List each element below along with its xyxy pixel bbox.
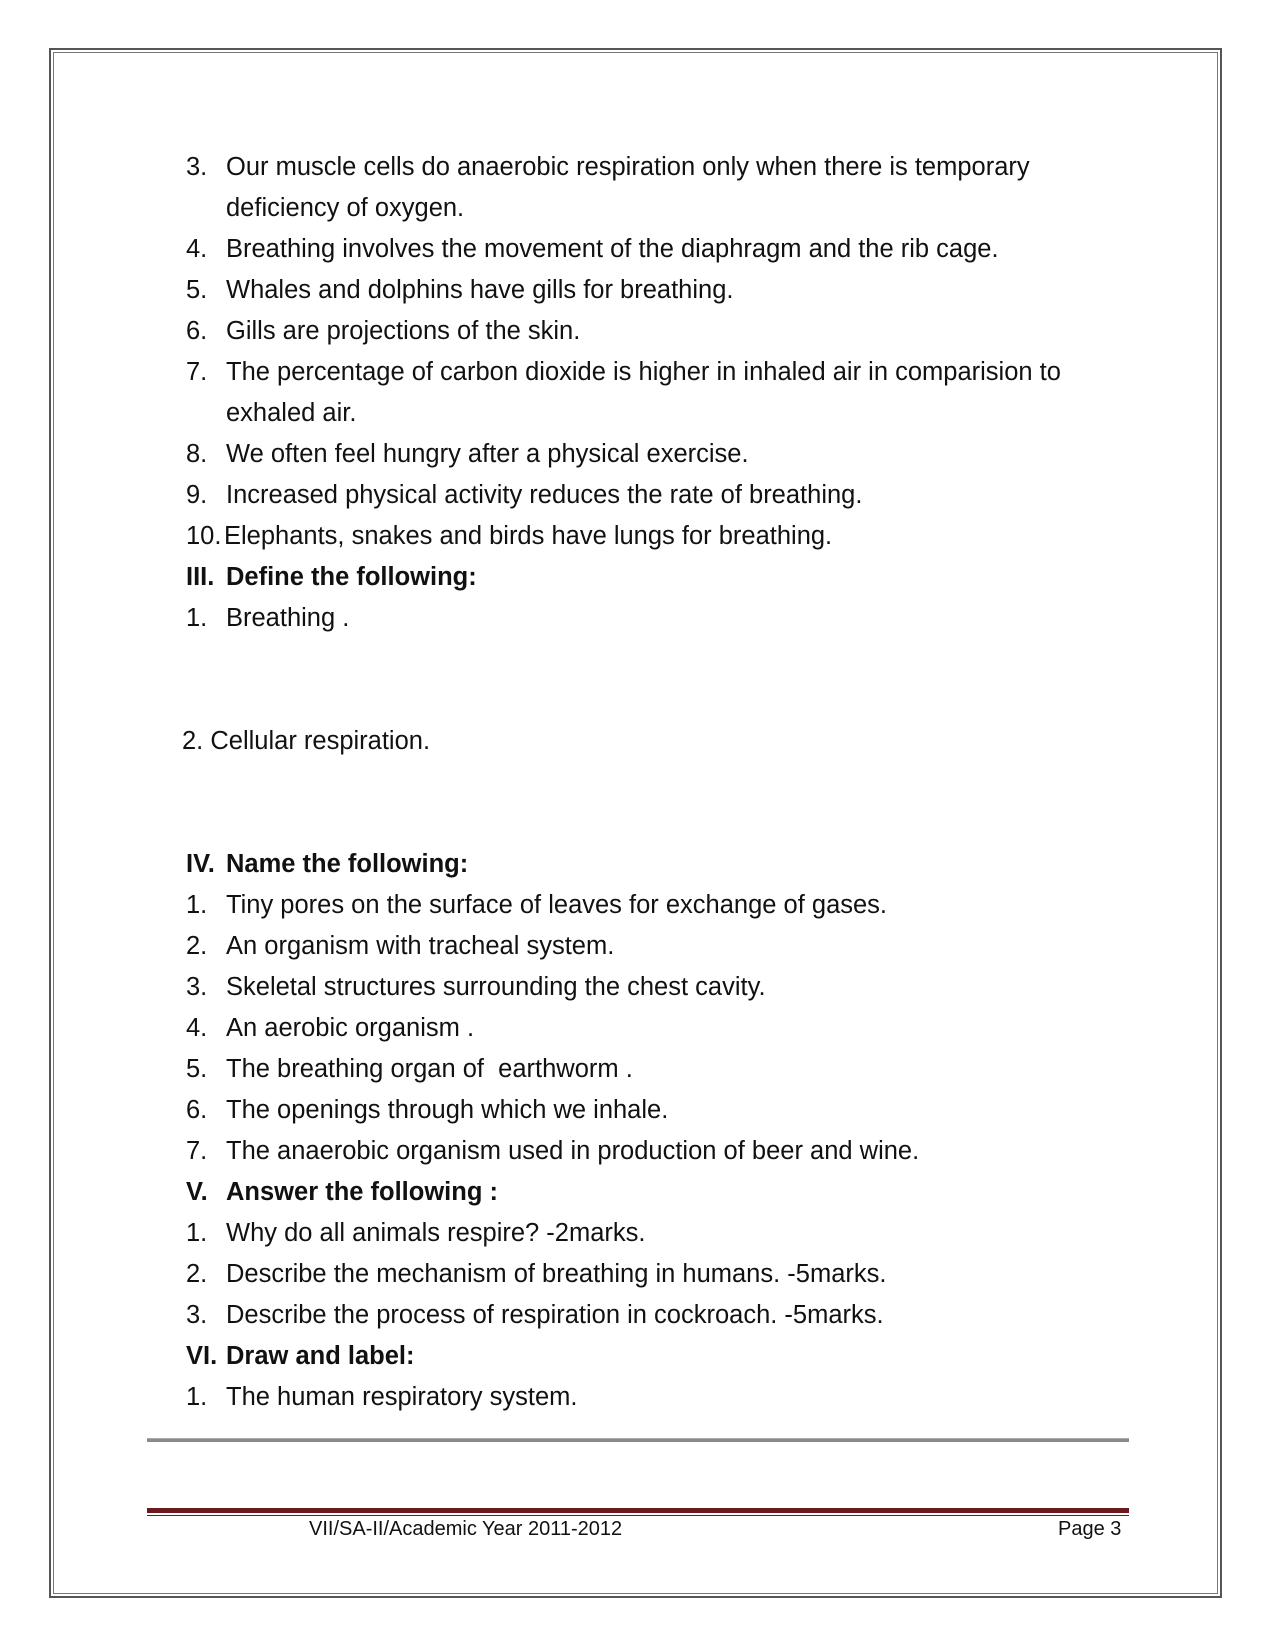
item-number: 3. bbox=[186, 1301, 208, 1329]
list-item bbox=[186, 434, 1116, 475]
section-heading-define bbox=[186, 557, 1116, 598]
section-heading-name bbox=[186, 844, 1116, 885]
item-text: The human respiratory system. bbox=[226, 1383, 578, 1411]
item-number: 1. bbox=[186, 1219, 208, 1247]
heading-number: VI. bbox=[186, 1342, 218, 1370]
item-number: 7. bbox=[186, 1137, 208, 1165]
answer-space bbox=[186, 762, 1116, 844]
item-number: 1. bbox=[186, 1383, 208, 1411]
list-item bbox=[186, 1213, 1116, 1254]
item-text: Breathing involves the movement of the diaphragm and the rib cage. bbox=[226, 235, 999, 263]
item-text: Elephants, snakes and birds have lungs for breathing. bbox=[224, 522, 833, 550]
section-heading-draw bbox=[186, 1336, 1116, 1377]
list-item bbox=[186, 1049, 1116, 1090]
section-heading-answer bbox=[186, 1172, 1116, 1213]
list-item bbox=[186, 967, 1116, 1008]
item-text: Breathing . bbox=[226, 604, 350, 632]
item-text: Our muscle cells do anaerobic respiration only when there is temporary deficiency of oxygen. bbox=[226, 153, 1030, 222]
item-text: Describe the mechanism of breathing in humans. -5marks. bbox=[226, 1260, 887, 1288]
item-number: 3. bbox=[186, 973, 208, 1001]
heading-text: Define the following: bbox=[226, 563, 477, 591]
item-text: Tiny pores on the surface of leaves for exchange of gases. bbox=[226, 891, 888, 919]
list-item bbox=[186, 1090, 1116, 1131]
heading-number: IV. bbox=[186, 850, 215, 878]
list-item bbox=[186, 1008, 1116, 1049]
item-text: The openings through which we inhale. bbox=[226, 1096, 669, 1124]
item-text: Skeletal structures surrounding the chest cavity. bbox=[226, 973, 766, 1001]
item-text: Increased physical activity reduces the rate of breathing. bbox=[226, 481, 863, 509]
list-item bbox=[186, 475, 1116, 516]
heading-text: Answer the following : bbox=[226, 1178, 498, 1206]
heading-text: Name the following: bbox=[226, 850, 469, 878]
item-text: We often feel hungry after a physical exercise. bbox=[226, 440, 749, 468]
list-item bbox=[186, 147, 1116, 229]
worksheet-content bbox=[182, 147, 1116, 1418]
list-item bbox=[186, 598, 1116, 639]
item-number: 4. bbox=[186, 1014, 208, 1042]
item-text: Describe the process of respiration in cockroach. -5marks. bbox=[226, 1301, 884, 1329]
item-number: 4. bbox=[186, 235, 208, 263]
item-text: Whales and dolphins have gills for breathing. bbox=[226, 276, 734, 304]
item-number: 2. bbox=[186, 932, 208, 960]
item-number: 9. bbox=[186, 481, 208, 509]
item-number: 5. bbox=[186, 276, 208, 304]
list-item bbox=[186, 1131, 1116, 1172]
item-number: 3. bbox=[186, 153, 208, 181]
footer-rule bbox=[147, 1508, 1129, 1513]
item-number: 2. bbox=[182, 727, 204, 755]
item-text: Gills are projections of the skin. bbox=[226, 317, 581, 345]
list-item bbox=[186, 229, 1116, 270]
item-number: 6. bbox=[186, 317, 208, 345]
list-item bbox=[186, 1254, 1116, 1295]
item-number: 1. bbox=[186, 891, 208, 919]
list-item bbox=[186, 1295, 1116, 1336]
answer-space bbox=[186, 639, 1116, 721]
footer-page-number: Page 3 bbox=[1058, 1518, 1122, 1540]
item-number: 8. bbox=[186, 440, 208, 468]
item-number: 2. bbox=[186, 1260, 208, 1288]
list-item bbox=[186, 926, 1116, 967]
item-number: 6. bbox=[186, 1096, 208, 1124]
heading-number: III. bbox=[186, 563, 215, 591]
list-item bbox=[182, 721, 1116, 762]
footer-rule-thin bbox=[147, 1515, 1129, 1516]
list-item bbox=[186, 516, 1116, 557]
item-number: 1. bbox=[186, 604, 208, 632]
footer-document-id: VII/SA-II/Academic Year 2011-2012 bbox=[309, 1518, 623, 1540]
item-text: An aerobic organism . bbox=[226, 1014, 475, 1042]
item-text: The breathing organ of earthworm . bbox=[226, 1055, 633, 1083]
list-item bbox=[186, 270, 1116, 311]
item-text: Why do all animals respire? -2marks. bbox=[226, 1219, 646, 1247]
item-number: 5. bbox=[186, 1055, 208, 1083]
list-item bbox=[186, 311, 1116, 352]
item-number: 7. bbox=[186, 358, 208, 386]
heading-number: V. bbox=[186, 1178, 208, 1206]
divider-rule bbox=[147, 1438, 1129, 1442]
list-item bbox=[186, 352, 1116, 434]
item-number: 10. bbox=[186, 522, 222, 550]
list-item bbox=[186, 1377, 1116, 1418]
heading-text: Draw and label: bbox=[226, 1342, 415, 1370]
item-text: An organism with tracheal system. bbox=[226, 932, 615, 960]
item-text: The percentage of carbon dioxide is higher in inhaled air in comparision to exhaled air. bbox=[226, 358, 1061, 427]
list-item bbox=[186, 885, 1116, 926]
item-text: Cellular respiration. bbox=[210, 727, 431, 755]
item-text: The anaerobic organism used in production of beer and wine. bbox=[226, 1137, 920, 1165]
